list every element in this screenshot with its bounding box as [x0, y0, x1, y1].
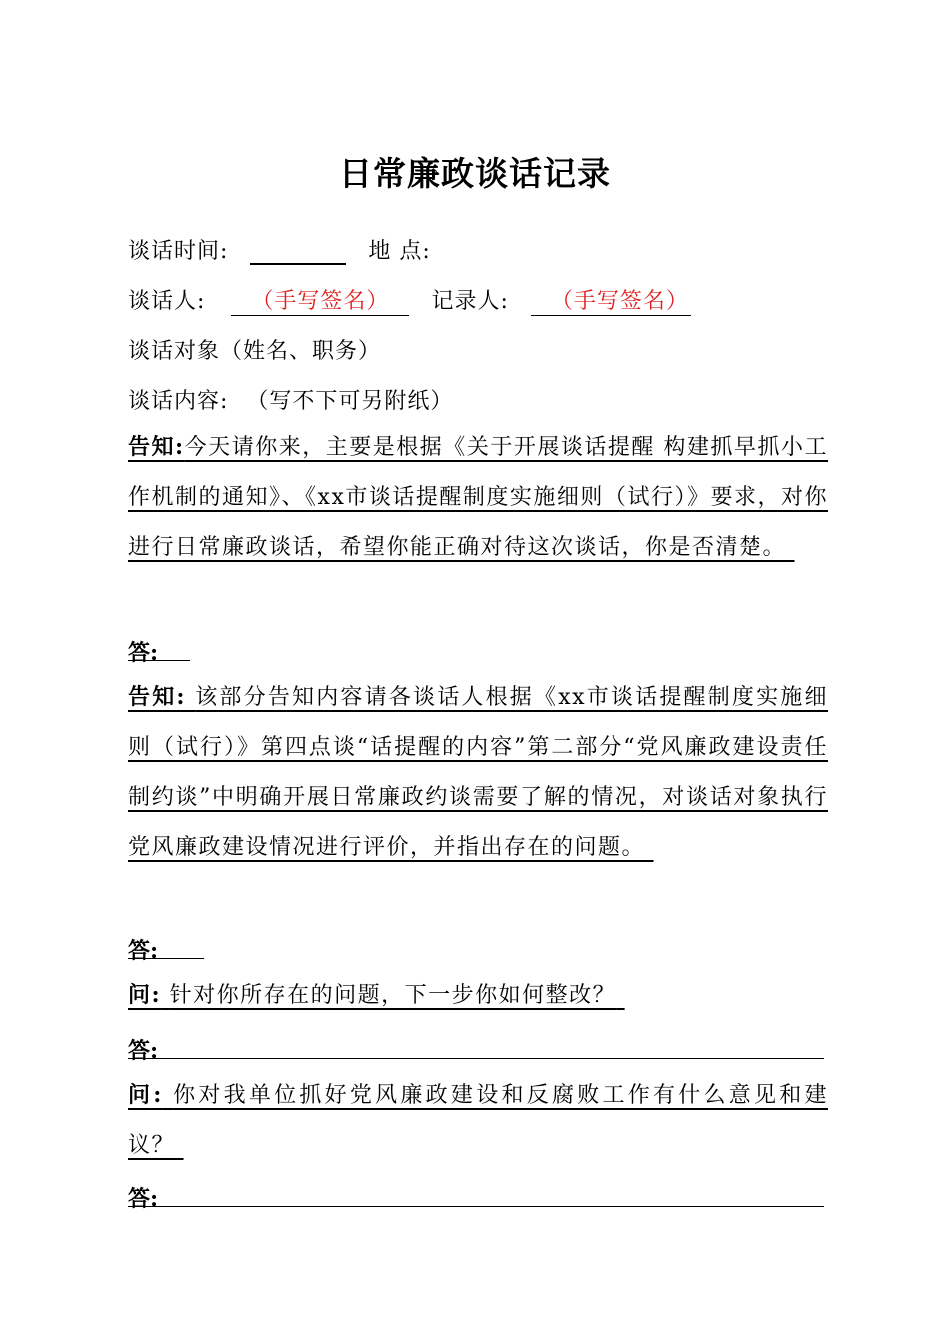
- notice-paragraph-2: [128, 672, 828, 873]
- content-note: （写不下可另附纸）: [246, 389, 454, 414]
- subject-row: [128, 334, 381, 365]
- notice-label-1: 告知:: [128, 434, 185, 460]
- answer-label-2: 答:: [128, 938, 159, 964]
- content-row: [128, 384, 453, 415]
- notice-paragraph-1: [128, 422, 828, 573]
- answer-row-2: [128, 934, 158, 965]
- question-text-1: 针对你所存在的问题，下一步你如何整改？: [169, 983, 617, 1008]
- answer-label-3: 答:: [128, 1038, 159, 1064]
- answer-row-4: [128, 1182, 158, 1213]
- question-text-2: 你对我单位抓好党风廉政建设和反腐败工作有什么意见和建议？: [128, 1083, 828, 1158]
- content-label: 谈话内容:: [128, 389, 229, 414]
- answer-row-3: [128, 1034, 158, 1065]
- question-paragraph-1: [128, 970, 828, 1021]
- question-paragraph-2: [128, 1070, 828, 1171]
- answer-line-2[interactable]: [128, 958, 204, 959]
- subject-label: 谈话对象（姓名、职务）: [128, 339, 382, 364]
- notice-label-2: 告知:: [128, 684, 187, 710]
- answer-label-1: 答:: [128, 640, 159, 666]
- answer-label-4: 答:: [128, 1186, 159, 1212]
- answer-line-1[interactable]: [128, 660, 190, 661]
- document-title: 日常廉政谈话记录: [339, 154, 611, 193]
- question-label-1: 问:: [128, 982, 162, 1008]
- talker-recorder-row: [128, 284, 691, 316]
- answer-row-1: [128, 636, 158, 667]
- notice-text-2: 该部分告知内容请各谈话人根据《xx市谈话提醒制度实施细则（试行）》第四点谈“话提醒的内容”第二部分“党风廉政建设责任制约谈”中明确开展日常廉政约谈需要了解的情况，对谈话对象执行党风廉政建设情况进行评价，并指出存在的问题。: [128, 685, 829, 860]
- time-place-row: [128, 234, 431, 265]
- time-field[interactable]: [250, 239, 346, 265]
- time-label: 谈话时间:: [128, 239, 229, 264]
- answer-line-3[interactable]: [128, 1058, 824, 1059]
- recorder-signature[interactable]: （手写签名）: [531, 284, 691, 316]
- recorder-label: 记录人:: [431, 289, 509, 314]
- place-label: 地 点:: [368, 239, 431, 264]
- notice-text-1: 今天请你来，主要是根据《关于开展谈话提醒 构建抓早抓小工作机制的通知》、《xx市谈话提醒制度实施细则（试行）》要求，对你进行日常廉政谈话，希望你能正确对待这次谈话，你是否清楚。: [128, 435, 829, 560]
- talker-label: 谈话人:: [128, 289, 206, 314]
- question-label-2: 问:: [128, 1082, 163, 1108]
- answer-line-4[interactable]: [128, 1206, 824, 1207]
- talker-signature[interactable]: （手写签名）: [231, 284, 409, 316]
